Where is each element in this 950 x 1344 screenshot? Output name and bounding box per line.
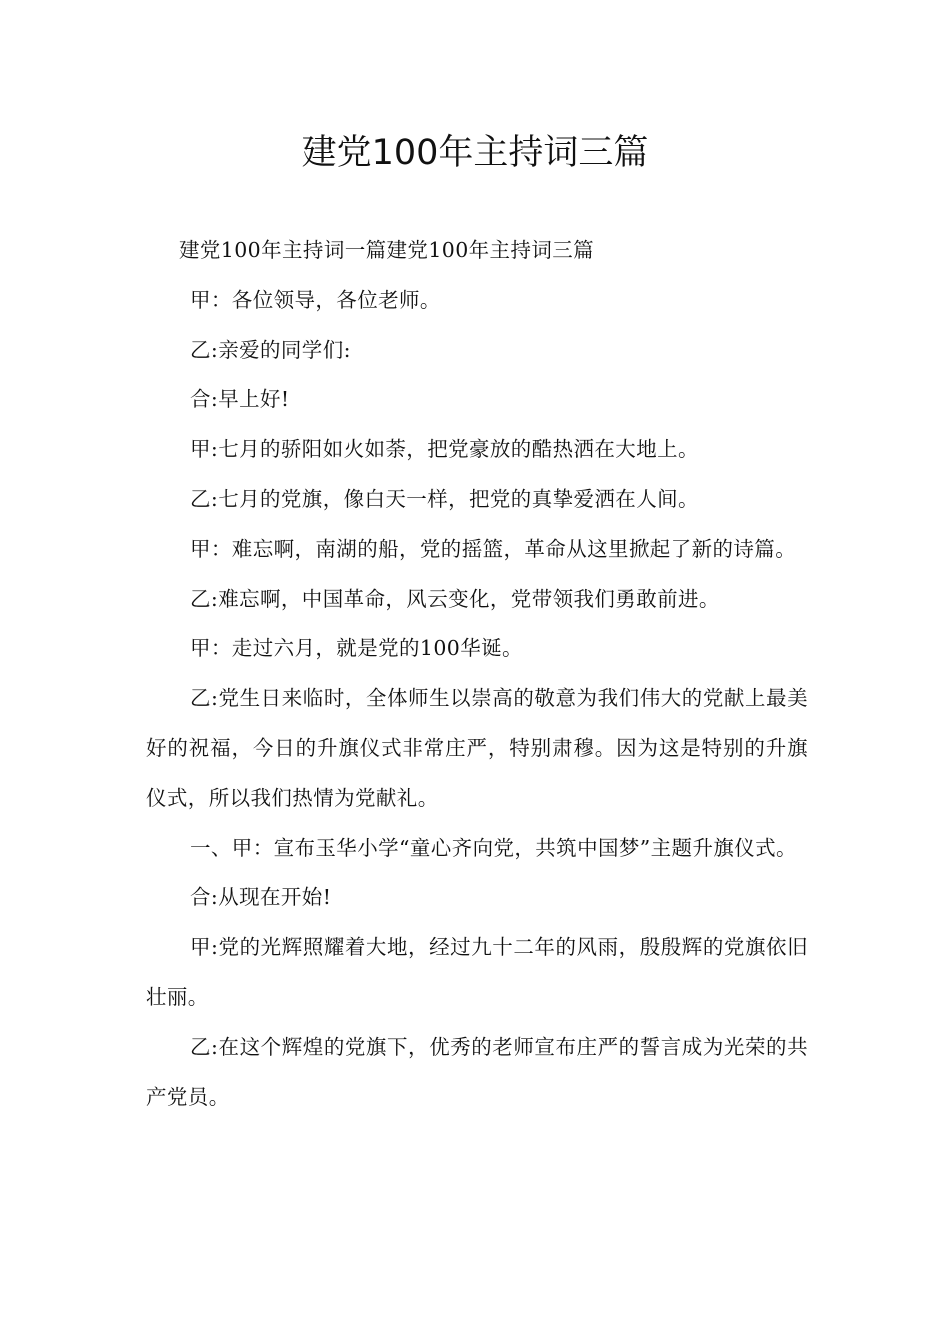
paragraph: 乙:七月的党旗，像白天一样，把党的真挚爱洒在人间。 [190, 486, 699, 511]
paragraph: 乙:在这个辉煌的党旗下，优秀的老师宣布庄严的誓言成为光荣的共产党员。 [146, 1034, 808, 1109]
paragraph: 乙:亲爱的同学们: [190, 337, 351, 362]
paragraph: 合:早上好! [190, 387, 290, 412]
paragraph: 建党100年主持词一篇建党100年主持词三篇 [179, 238, 595, 262]
paragraph: 乙:难忘啊，中国革命，风云变化，党带领我们勇敢前进。 [190, 586, 720, 611]
paragraph: 甲:党的光辉照耀着大地，经过九十二年的风雨，殷殷辉的党旗依旧壮丽。 [146, 935, 808, 1009]
paragraph: 一、甲：宣布玉华小学“童心齐向党，共筑中国梦”主题升旗仪式。 [190, 835, 797, 860]
paragraph: 合:从现在开始! [190, 885, 332, 910]
paragraph: 甲：各位领导，各位老师。 [190, 287, 441, 312]
paragraph: 乙:党生日来临时，全体师生以崇高的敬意为我们伟大的党献上最美好的祝福，今日的升旗仪式非常庄严，特别肃穆。因为这是特别的升旗仪式，所以我们热情为党献礼。 [146, 686, 808, 810]
paragraph: 甲：走过六月，就是党的100华诞。 [190, 636, 523, 661]
document-title: 建党100年主持词三篇 [301, 133, 649, 173]
paragraph: 甲:七月的骄阳如火如荼，把党豪放的酷热洒在大地上。 [190, 437, 699, 462]
paragraph: 甲：难忘啊，南湖的船，党的摇篮，革命从这里掀起了新的诗篇。 [190, 536, 797, 561]
document-body [146, 226, 808, 1122]
